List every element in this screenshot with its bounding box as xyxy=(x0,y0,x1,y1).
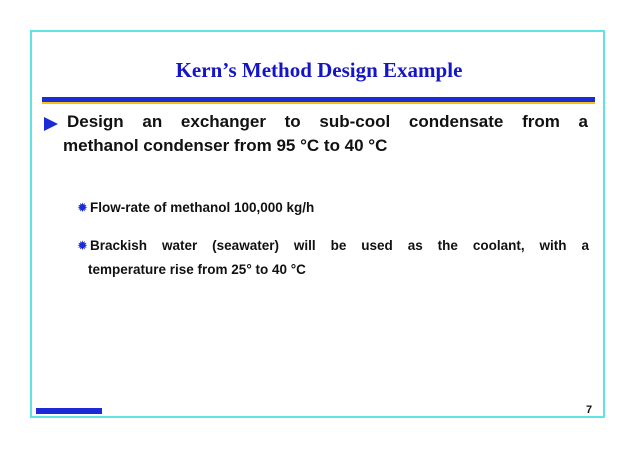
main-bullet-text xyxy=(63,110,588,158)
title-underline-yellow xyxy=(42,102,595,104)
slide-title: Kern’s Method Design Example xyxy=(175,58,463,82)
arrow-bullet-icon xyxy=(44,117,58,131)
sub-bullet-2-line-2: temperature rise from 25° to 40 °C xyxy=(88,262,306,277)
main-bullet-line-1: Design an exchanger to sub-cool condensate from a xyxy=(67,112,588,131)
footer-accent-bar xyxy=(36,408,102,414)
page-number: 7 xyxy=(586,404,593,416)
slide-frame xyxy=(30,30,605,418)
star-bullet-icon: ✹ xyxy=(77,238,88,253)
sub-bullet-1-text: Flow-rate of methanol 100,000 kg/h xyxy=(90,200,315,215)
sub-bullet-2-line-1: Brackish water (seawater) will be used as the coolant, with a xyxy=(90,238,589,253)
main-bullet-line-2: methanol condenser from 95 °C to 40 °C xyxy=(63,136,388,155)
star-bullet-icon: ✹ xyxy=(77,200,88,215)
